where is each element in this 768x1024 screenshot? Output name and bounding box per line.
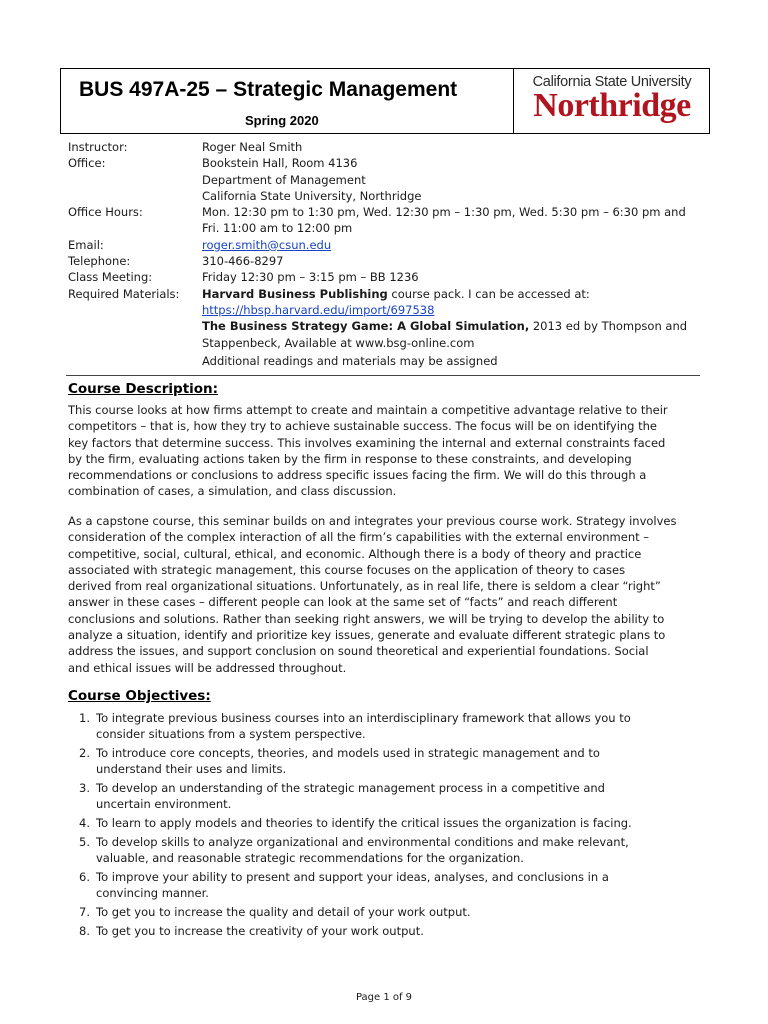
info-row-materials	[68, 286, 708, 369]
materials-2-text: 2013 ed by Thompson and	[529, 319, 688, 334]
paragraph-line: This course looks at how firms attempt to create and maintain a competitive advantage relative to their	[68, 403, 668, 417]
course-description-heading: Course Description:	[68, 381, 219, 397]
item-number: 1.	[79, 711, 90, 725]
instructor-label: Instructor:	[68, 140, 128, 154]
paragraph-line: recommendations or conclusions to address specific issues facing the firm. We will do this through a	[68, 468, 647, 483]
item-line: To improve your ability to present and support your ideas, analyses, and conclusions in a	[96, 870, 609, 884]
info-row-office	[68, 155, 708, 204]
info-row-class-meeting	[68, 269, 708, 285]
item-number: 8.	[79, 924, 90, 938]
telephone-value: 310-466-8297	[202, 254, 284, 269]
info-row-telephone	[68, 253, 708, 269]
list-item	[72, 815, 712, 831]
header-title-cell	[61, 69, 513, 133]
paragraph-line: associated with strategic management, this course focuses on the application of theory to cases	[68, 562, 626, 577]
office-hours-line: Mon. 12:30 pm to 1:30 pm, Wed. 12:30 pm – 1:30 pm, Wed. 5:30 pm – 6:30 pm and	[202, 205, 686, 220]
item-line: To integrate previous business courses into an interdisciplinary framework that allows you to	[96, 711, 631, 725]
item-line: convincing manner.	[96, 886, 209, 900]
item-line: understand their uses and limits.	[96, 762, 287, 776]
paragraph-line: consideration of the complex interaction of all the firm’s capabilities with the external environment –	[68, 530, 650, 545]
instructor-value: Roger Neal Smith	[202, 140, 303, 154]
item-line: To get you to increase the quality and detail of your work output.	[96, 905, 471, 919]
office-hours-line: Fri. 11:00 am to 12:00 pm	[202, 221, 353, 236]
course-info	[68, 139, 708, 369]
list-item	[72, 923, 712, 939]
item-line: To introduce core concepts, theories, and models used in strategic management and to	[96, 746, 600, 760]
info-row-instructor	[68, 139, 708, 155]
paragraph-line: key factors that determine success. This involves examining the internal and external constraints faced	[68, 435, 666, 450]
item-line: To develop skills to analyze organizational and environmental conditions and make relevant,	[96, 835, 629, 849]
paragraph-line: answer in these cases – different people can look at the same set of “facts” and reach different	[68, 595, 618, 610]
office-hours-label: Office Hours:	[68, 205, 143, 220]
telephone-label: Telephone:	[68, 254, 131, 269]
course-description-paragraph-2	[68, 513, 708, 676]
info-row-email	[68, 237, 708, 253]
paragraph-line: by the firm, evaluating actions taken by the firm in response to these constraints, and developing	[68, 451, 632, 466]
list-item	[72, 904, 712, 920]
materials-label: Required Materials:	[68, 286, 180, 301]
materials-3: Additional readings and materials may be assigned	[202, 353, 498, 368]
item-line: To develop an understanding of the strategic management process in a competitive and	[96, 781, 605, 795]
item-number: 2.	[79, 746, 90, 760]
paragraph-line: address the issues, and support conclusion on sound theoretical and experiential foundations. Social	[68, 644, 649, 659]
university-logo	[514, 69, 709, 133]
item-number: 5.	[79, 835, 90, 849]
paragraph-line: and ethical issues will be addressed throughout.	[68, 660, 347, 675]
course-title: BUS 497A-25 – Strategic Management	[79, 78, 458, 101]
item-number: 6.	[79, 870, 90, 884]
materials-1-title: Harvard Business Publishing	[202, 286, 388, 301]
item-line: valuable, and reasonable strategic recommendations for the organization.	[96, 851, 524, 865]
paragraph-line: conclusions and solutions. Rather than seeking right answers, we will be trying to develop the ability to	[68, 611, 665, 626]
item-line: uncertain environment.	[96, 797, 232, 811]
paragraph-line: combination of cases, a simulation, and class discussion.	[68, 484, 397, 499]
list-item	[72, 869, 712, 901]
item-line: To get you to increase the creativity of your work output.	[96, 924, 424, 938]
list-item	[72, 710, 712, 742]
course-objectives-heading: Course Objectives:	[68, 688, 211, 704]
email-label: Email:	[68, 237, 104, 252]
objectives-list	[72, 710, 712, 942]
term-label: Spring 2020	[245, 113, 319, 128]
paragraph-line: As a capstone course, this seminar builds on and integrates your previous course work. Strategy involves	[68, 514, 677, 528]
materials-1-text: course pack. I can be accessed at:	[387, 286, 590, 301]
list-item	[72, 745, 712, 777]
paragraph-line: derived from real organizational situations. Unfortunately, as in real life, there is seldom a clear “right”	[68, 579, 661, 594]
item-number: 3.	[79, 781, 90, 795]
paragraph-line: competitors – that is, how they try to achieve sustainable success. The focus will be on identifying the	[68, 419, 658, 434]
paragraph-line: analyze a situation, identify and prioritize key issues, generate and evaluate different strategic plans to	[68, 628, 666, 643]
course-description-paragraph-1	[68, 402, 708, 500]
office-label: Office:	[68, 156, 106, 171]
divider-rule	[66, 375, 700, 376]
page-number: Page 1 of 9	[355, 992, 413, 1003]
office-line: Department of Management	[202, 172, 366, 187]
materials-2-title: The Business Strategy Game: A Global Simulation,	[202, 319, 530, 334]
item-line: consider situations from a system perspective.	[96, 727, 366, 741]
class-meeting-value: Friday 12:30 pm – 3:15 pm – BB 1236	[202, 270, 419, 285]
class-meeting-label: Class Meeting:	[68, 270, 153, 285]
item-number: 7.	[79, 905, 90, 919]
materials-link[interactable]: https://hbsp.harvard.edu/import/697538	[202, 302, 435, 317]
paragraph-line: competitive, social, cultural, ethical, and economic. Although there is a body of theory and practice	[68, 546, 642, 561]
office-line: California State University, Northridge	[202, 188, 422, 203]
logo-main-text: Northridge	[533, 87, 691, 124]
item-line: To learn to apply models and theories to identify the critical issues the organization is facing.	[96, 816, 632, 830]
list-item	[72, 780, 712, 812]
materials-2-line2: Stappenbeck, Available at www.bsg-online.com	[202, 335, 475, 350]
email-link[interactable]: roger.smith@csun.edu	[202, 237, 332, 252]
header-box	[60, 68, 710, 134]
office-line: Bookstein Hall, Room 4136	[202, 156, 358, 171]
list-item	[72, 834, 712, 866]
info-row-office-hours	[68, 204, 708, 237]
item-number: 4.	[79, 816, 90, 830]
logo-top-text: California State University	[532, 74, 692, 90]
